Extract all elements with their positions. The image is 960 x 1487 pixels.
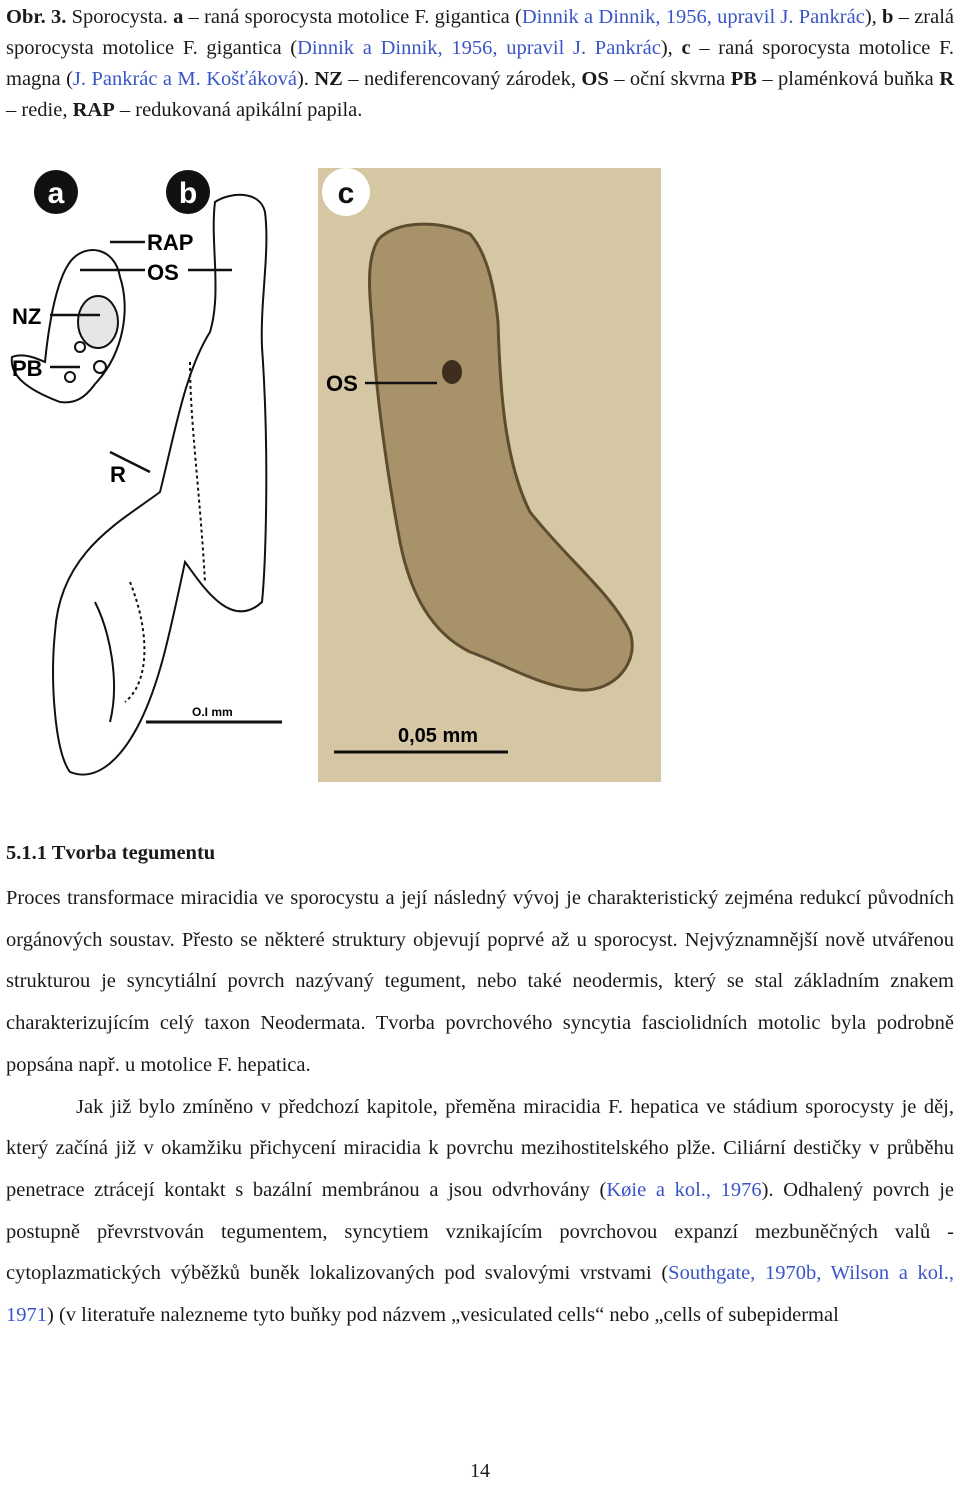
citation-link[interactable]: Southgate, 1970b, Wilson a kol., 1971 (6, 1262, 954, 1327)
photo-label-os: OS (326, 371, 358, 396)
label-rap: RAP (147, 230, 194, 255)
sporocyst-figure (0, 162, 960, 802)
citation-link[interactable]: J. Pankrác a M. Košťáková (72, 68, 297, 90)
page-number: 14 (470, 1460, 490, 1482)
citation-link[interactable]: Dinnik a Dinnik, 1956, upravil J. Pankrác (521, 6, 865, 28)
caption-prefix: Obr. 3. (6, 6, 67, 28)
paragraph: Proces transformace miracidia ve sporocystu a její následný vývoj je charakteristický zejména redukcí původních orgánových soustav. Přesto se některé struktury objevují poprvé až u sporocyst. Nejvýznamnější nově utvářenou strukturou je syncytiální povrch nazývaný tegument, nebo také neodermis, který se stal základním znakem charakterizujícím celý taxon Neodermata. Tvorba povrchového syncytia fasciolidních motolic byla podrobně popsána např. u motolice F. hepatica. (6, 887, 954, 1076)
label-nz: NZ (12, 304, 42, 329)
panel-c-label: c (337, 177, 355, 210)
label-os: OS (147, 260, 179, 285)
section-heading: 5.1.1 Tvorba tegumentu (6, 842, 216, 864)
figure-caption: Obr. 3. Sporocysta. a – raná sporocysta motolice F. gigantica (Dinnik a Dinnik, 1956, upravil J. Pankrác), b – zralá sporocysta motolice F. gigantica (Dinnik a Dinnik, 1956, upravil J. Pankrác), c – raná sporocysta motolice F. magna (J. Pankrác a M. Košťáková). NZ – nediferencovaný zárodek, OS – oční skvrna PB – plaménková buňka R – redie, RAP – redukovaná apikální papila. (6, 6, 955, 121)
citation-link[interactable]: Dinnik a Dinnik, 1956, upravil J. Pankrác (297, 37, 661, 59)
panel-a-label: a (47, 177, 65, 210)
panel-b-label: b (178, 177, 198, 210)
label-r: R (110, 462, 126, 487)
label-pb: PB (12, 356, 43, 381)
eye-spot (442, 360, 462, 384)
drawing-scale-label: O.I mm (192, 705, 233, 719)
photo-scale-label: 0,05 mm (398, 725, 479, 747)
body-text (6, 878, 954, 1337)
citation-link[interactable]: Køie a kol., 1976 (606, 1178, 762, 1201)
paragraph: Jak již bylo zmíněno v předchozí kapitole, přeměna miracidia F. hepatica ve stádium sporocysty je děj, který začíná již v okamžiku přichycení miracidia k povrchu mezihostitelského plže. Ciliární destičky v průběhu penetrace ztrácejí kontakt s bazální membránou a jsou odvrhovány (Køie a kol., 1976). Odhalený povrch je postupně převrstvován tegumentem, syncytiem vznikajícím povrchovou expanzí mezbuněčných valů - cytoplazmatických výběžků buněk lokalizovaných pod svalovými vrstvami (Southgate, 1970b, Wilson a kol., 1971) (v literatuře nalezneme tyto buňky pod názvem „vesiculated cells“ nebo „cells of subepidermal (6, 1095, 955, 1327)
